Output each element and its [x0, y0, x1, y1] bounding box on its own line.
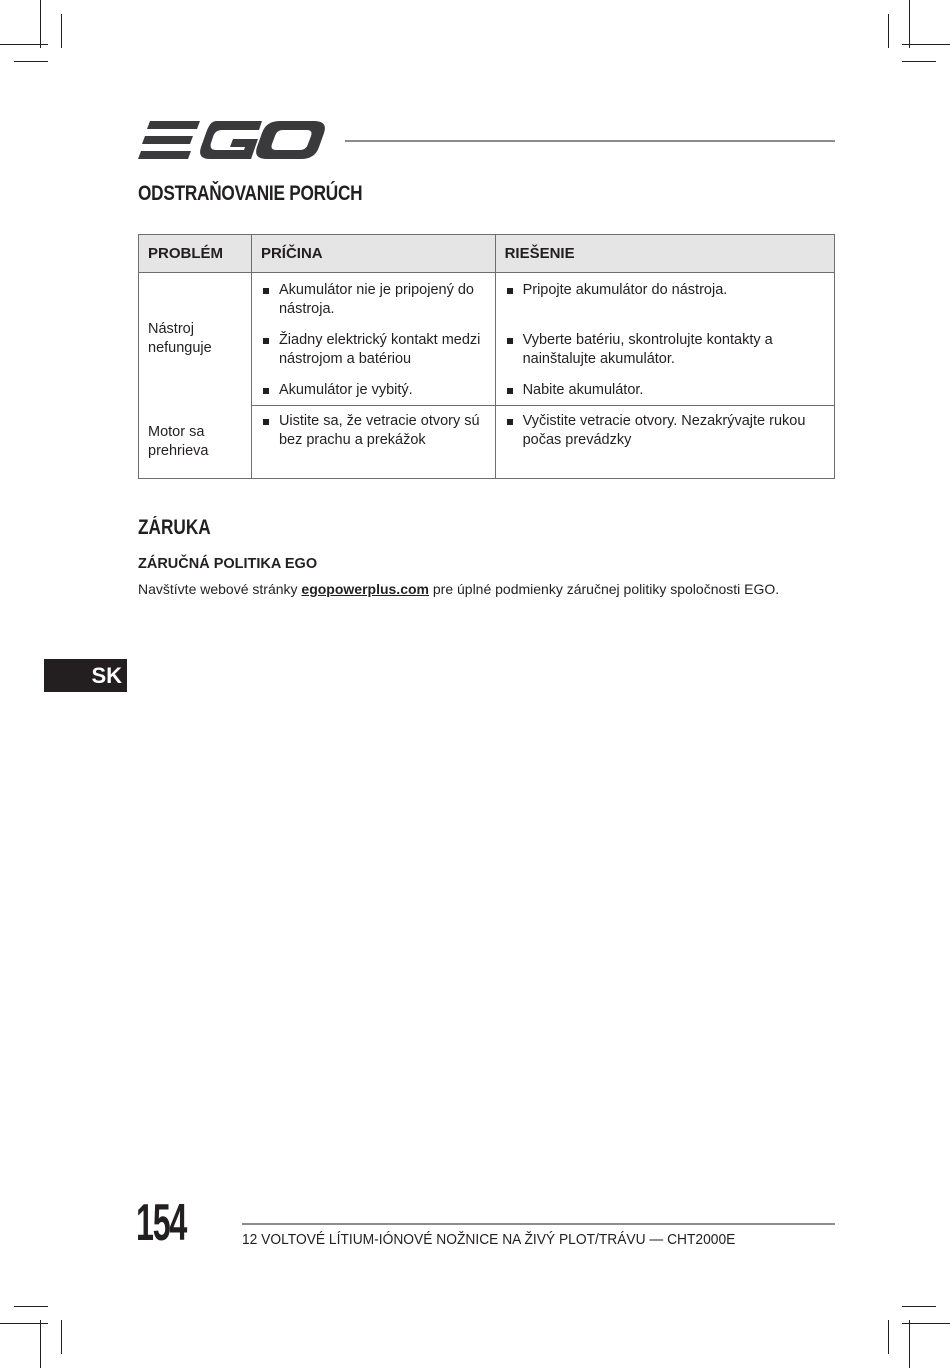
- solution-cell: [495, 319, 834, 369]
- bullet-item: Nabite akumulátor.: [496, 381, 834, 400]
- crop-mark: [61, 14, 62, 48]
- solution-cell: [495, 369, 834, 406]
- crop-mark: [0, 1323, 48, 1324]
- crop-mark: [888, 1320, 889, 1354]
- crop-mark: [40, 0, 41, 48]
- crop-mark: [61, 1320, 62, 1354]
- footer-title: 12 VOLTOVÉ LÍTIUM-IÓNOVÉ NOŽNICE NA ŽIVÝ PLOT/TRÁVU — CHT2000E: [242, 1231, 736, 1248]
- warranty-link[interactable]: egopowerplus.com: [301, 581, 429, 597]
- troubleshooting-title: ODSTRAŇOVANIE PORÚCH: [138, 182, 363, 205]
- solution-cell: [495, 406, 834, 479]
- crop-mark: [909, 0, 910, 48]
- warranty-subtitle: ZÁRUČNÁ POLITIKA EGO: [138, 556, 318, 572]
- column-header-cause: PRÍČINA: [251, 235, 495, 273]
- table-row: [139, 406, 835, 479]
- crop-mark: [909, 1320, 910, 1368]
- warranty-text-after: pre úplné podmienky záručnej politiky spoločnosti EGO.: [428, 581, 780, 597]
- solution-cell: [495, 273, 834, 320]
- problem-cell: Nástroj nefunguje: [139, 273, 252, 406]
- cause-cell: [251, 406, 495, 479]
- column-header-solution: RIEŠENIE: [495, 235, 834, 273]
- warranty-paragraph: [138, 581, 779, 597]
- bullet-item: Žiadny elektrický kontakt medzi nástrojom a batériou: [252, 331, 495, 369]
- crop-mark: [40, 1320, 41, 1368]
- bullet-item: Pripojte akumulátor do nástroja.: [496, 281, 834, 300]
- crop-mark: [14, 61, 48, 62]
- crop-mark: [902, 1306, 936, 1307]
- warranty-title: ZÁRUKA: [138, 516, 211, 539]
- footer-rule: [242, 1223, 835, 1225]
- table-header-row: [139, 235, 835, 273]
- crop-mark: [0, 44, 48, 45]
- bullet-item: Uistite sa, že vetracie otvory sú bez prachu a prekážok: [252, 412, 495, 450]
- cause-cell: [251, 273, 495, 320]
- bullet-item: Akumulátor nie je pripojený do nástroja.: [252, 281, 495, 319]
- crop-mark: [902, 44, 950, 45]
- cause-cell: [251, 369, 495, 406]
- header-rule: [345, 140, 835, 142]
- table-row: [139, 273, 835, 320]
- bullet-item: Akumulátor je vybitý.: [252, 381, 495, 400]
- bullet-item: Vyčistite vetracie otvory. Nezakrývajte rukou počas prevádzky: [496, 412, 834, 450]
- crop-mark: [888, 14, 889, 48]
- warranty-text-before: Navštívte webové stránky: [138, 581, 302, 597]
- troubleshooting-table: [138, 234, 835, 479]
- bullet-item: Vyberte batériu, skontrolujte kontakty a nainštalujte akumulátor.: [496, 331, 834, 369]
- ego-logo: [138, 118, 328, 162]
- language-tab: SK: [44, 659, 127, 692]
- column-header-problem: PROBLÉM: [139, 235, 252, 273]
- cause-cell: [251, 319, 495, 369]
- page-number: 154: [136, 1194, 187, 1252]
- crop-mark: [14, 1306, 48, 1307]
- problem-cell: Motor sa prehrieva: [139, 406, 252, 479]
- crop-mark: [902, 61, 936, 62]
- crop-mark: [902, 1323, 950, 1324]
